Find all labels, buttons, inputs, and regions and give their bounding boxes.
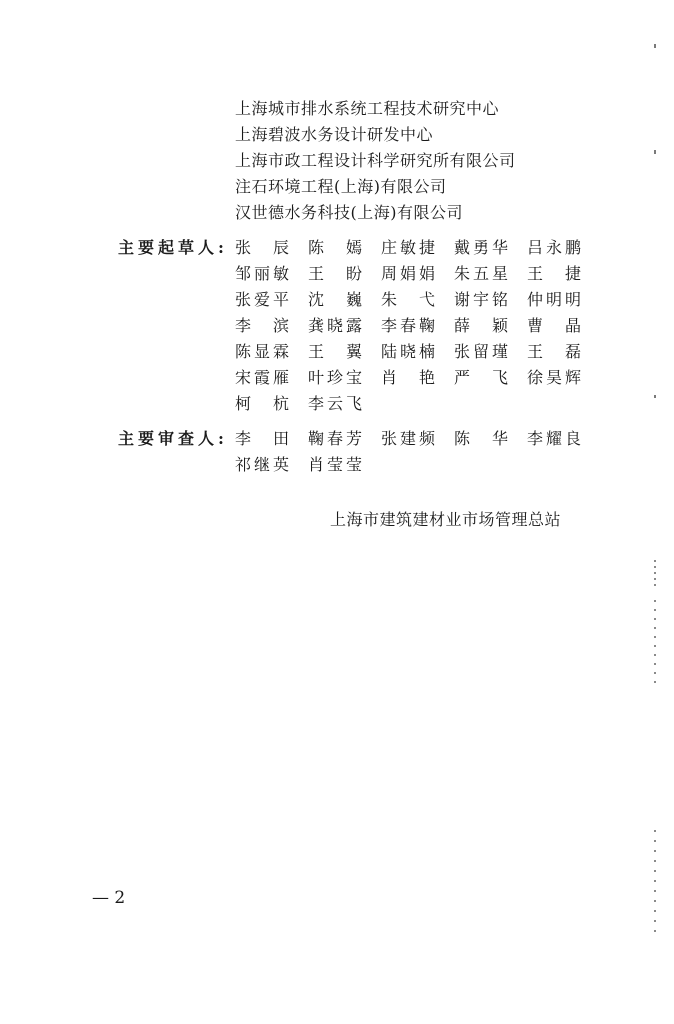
main-reviewers-names: [235, 426, 600, 478]
scan-edge-mark: [654, 830, 656, 940]
person-name: 李 耀 良: [527, 429, 581, 448]
organization-line: 上海碧波水务设计研发中心: [235, 125, 434, 144]
scan-edge-mark: [654, 150, 656, 154]
person-name: 陆 晓 楠: [381, 342, 435, 361]
person-name: 鞠 春 芳: [308, 429, 362, 448]
participating-organizations: [235, 96, 516, 226]
organization-line: 注石环境工程(上海)有限公司: [235, 177, 447, 196]
main-drafters-names: [235, 235, 600, 417]
person-name: 王 捷: [527, 264, 581, 283]
page-number: — 2: [92, 888, 126, 908]
main-reviewers-label: 主要审查人:: [118, 429, 228, 448]
person-name: 王 盼: [308, 264, 362, 283]
person-name: 张 留 瑾: [454, 342, 508, 361]
person-name: 肖 莹 莹: [308, 455, 362, 474]
person-name: 薛 颖: [454, 316, 508, 335]
person-name: 李 云 飞: [308, 394, 362, 413]
person-name: 王 磊: [527, 342, 581, 361]
scan-edge-mark: [654, 560, 656, 590]
person-name: 徐 昊 辉: [527, 368, 581, 387]
person-name: 柯 杭: [235, 394, 289, 413]
person-name: 庄 敏 捷: [381, 238, 435, 257]
person-name: 祁 继 英: [235, 455, 289, 474]
person-name: 严 飞: [454, 368, 508, 387]
person-name: 李 滨: [235, 316, 289, 335]
person-name: 曹 晶: [527, 316, 581, 335]
person-name: 叶 珍 宝: [308, 368, 362, 387]
person-name: 吕 永 鹏: [527, 238, 581, 257]
person-name: 沈 巍: [308, 290, 362, 309]
person-name: 宋 霞 雁: [235, 368, 289, 387]
person-name: 朱 五 星: [454, 264, 508, 283]
person-name: 张 建 频: [381, 429, 435, 448]
organization-line: 上海城市排水系统工程技术研究中心: [235, 99, 500, 118]
person-name: 戴 勇 华: [454, 238, 508, 257]
person-name: 仲 明 明: [527, 290, 581, 309]
scan-edge-mark: [654, 600, 656, 685]
person-name: 陈 显 霖: [235, 342, 289, 361]
person-name: 张 辰: [235, 238, 289, 257]
person-name: 陈 嫣: [308, 238, 362, 257]
person-name: 李 春 鞠: [381, 316, 435, 335]
main-drafters-label: 主要起草人:: [118, 238, 228, 257]
person-name: 周 娟 娟: [381, 264, 435, 283]
scan-edge-mark: [654, 44, 656, 48]
person-name: 王 翼: [308, 342, 362, 361]
organization-line: 上海市政工程设计科学研究所有限公司: [235, 151, 516, 170]
person-name: 李 田: [235, 429, 289, 448]
person-name: 邹 丽 敏: [235, 264, 289, 283]
person-name: 龚 晓 露: [308, 316, 362, 335]
organization-line: 汉世德水务科技(上海)有限公司: [235, 203, 463, 222]
person-name: 朱 弋: [381, 290, 435, 309]
person-name: 谢 宇 铭: [454, 290, 508, 309]
scan-edge-mark: [654, 395, 656, 398]
person-name: 肖 艳: [381, 368, 435, 387]
person-name: 张 爱 平: [235, 290, 289, 309]
issuing-authority: 上海市建筑建材业市场管理总站: [330, 510, 562, 529]
person-name: 陈 华: [454, 429, 508, 448]
